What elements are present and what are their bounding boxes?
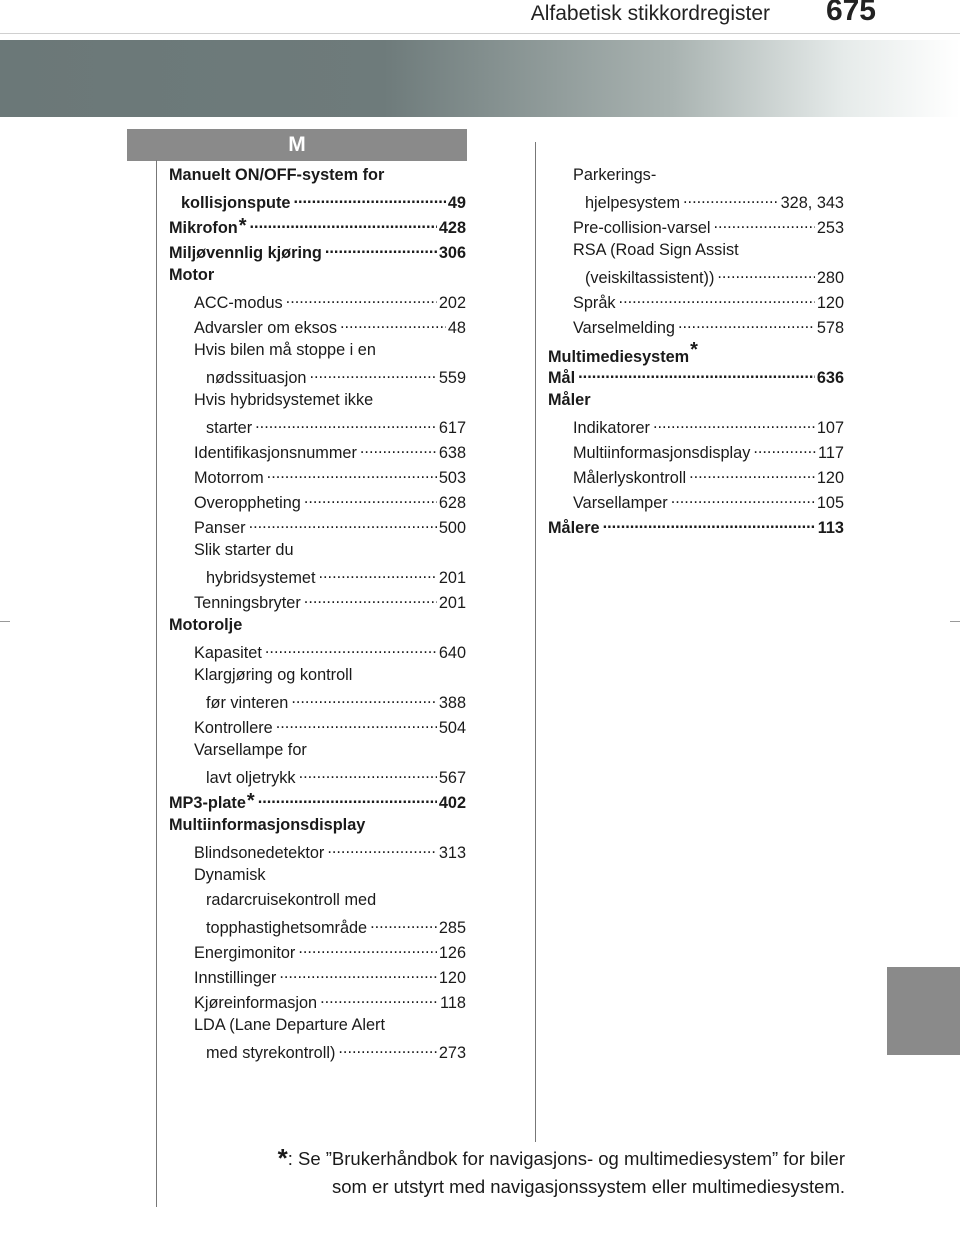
index-entry — [169, 913, 466, 938]
footnote-line-2: som er utstyrt med navigasjonssystem eller multimediesystem. — [331, 1176, 845, 1197]
index-entry — [169, 938, 466, 963]
dot-leader — [286, 289, 437, 308]
footnote-star: * — [277, 1143, 288, 1173]
index-entry-title: MP3-plate — [169, 794, 246, 812]
dot-leader — [267, 464, 437, 483]
index-entry-title: (veiskiltassistent)) — [585, 269, 715, 287]
index-column-left — [169, 163, 466, 1063]
dot-leader — [340, 314, 446, 333]
index-entry-title: Målere — [548, 519, 600, 537]
index-entry — [169, 888, 466, 913]
index-entry-title: Multiinformasjonsdisplay — [573, 444, 751, 462]
index-entry — [169, 588, 466, 613]
dot-leader — [276, 714, 437, 733]
index-entry — [169, 488, 466, 513]
index-entry-page: 285 — [438, 919, 466, 937]
index-entry-title: Kontrollere — [194, 719, 273, 737]
index-entry-title: Miljøvennlig kjøring — [169, 244, 322, 262]
index-entry — [169, 363, 466, 388]
index-entry — [548, 413, 844, 438]
index-entry-title: før vinteren — [206, 694, 289, 712]
index-entry-title: Overoppheting — [194, 494, 301, 512]
dot-leader — [683, 189, 779, 208]
index-entry-page: 107 — [816, 419, 844, 437]
dot-leader — [689, 464, 815, 483]
index-entry-page: 202 — [438, 294, 466, 312]
index-entry-page: 113 — [817, 519, 844, 537]
dot-leader — [279, 964, 436, 983]
index-entry-title: starter — [206, 419, 253, 437]
dot-leader — [325, 239, 437, 258]
index-entry-title: Klargjøring og kontroll — [194, 666, 353, 684]
page-number: 675 — [825, 0, 876, 27]
index-entry — [548, 238, 844, 263]
dot-leader — [619, 289, 815, 308]
left-column-rule — [156, 160, 157, 1207]
index-entry-page: 48 — [447, 319, 466, 337]
index-entry — [169, 263, 466, 288]
index-entry-page: 118 — [440, 994, 466, 1012]
index-entry-title: Hvis hybridsystemet ikke — [194, 391, 374, 409]
index-entry-title: Tenningsbryter — [194, 594, 301, 612]
index-entry-page: 504 — [438, 719, 466, 737]
index-entry — [169, 163, 466, 188]
index-entry-page: 559 — [438, 369, 466, 387]
index-entry — [548, 288, 844, 313]
footnote — [200, 1144, 845, 1201]
footnote-line-1: *: Se ”Brukerhåndbok for navigasjons- og multimediesystem” for biler — [277, 1143, 845, 1173]
dot-leader — [304, 489, 437, 508]
index-entry-title: kollisjonspute — [181, 194, 291, 212]
index-entry-page: 636 — [816, 369, 844, 387]
dot-leader — [319, 564, 437, 583]
index-entry-title: topphastighetsområde — [206, 919, 368, 937]
index-entry-page: 388 — [438, 694, 466, 712]
index-entry-title: Dynamisk — [194, 866, 266, 884]
index-entry-page: 105 — [816, 494, 844, 512]
dot-leader — [320, 989, 438, 1008]
index-entry — [169, 438, 466, 463]
index-entry — [169, 613, 466, 638]
footnote-marker: * — [690, 339, 698, 361]
index-entry-page: 617 — [438, 419, 466, 437]
index-entry-page: 503 — [438, 469, 466, 487]
index-entry-title: Indikatorer — [573, 419, 650, 437]
index-entry — [169, 663, 466, 688]
index-entry — [548, 513, 844, 538]
index-entry — [169, 963, 466, 988]
dot-leader — [250, 214, 437, 233]
index-entry — [169, 463, 466, 488]
section-letter-tab: M — [127, 129, 467, 161]
index-entry-title: med styrekontroll) — [206, 1044, 336, 1062]
index-entry-title: Kapasitet — [194, 644, 262, 662]
index-entry-page: 628 — [438, 494, 466, 512]
index-entry — [169, 413, 466, 438]
index-entry — [169, 288, 466, 313]
index-entry-title: Hvis bilen må stoppe i en — [194, 341, 376, 359]
footnote-marker: * — [246, 790, 255, 812]
index-entry — [169, 838, 466, 863]
dot-leader — [249, 514, 437, 533]
index-entry-title: Innstillinger — [194, 969, 277, 987]
crop-mark-right — [950, 621, 960, 622]
index-entry — [169, 238, 466, 263]
index-entry-title: Panser — [194, 519, 246, 537]
index-entry-page: 567 — [438, 769, 466, 787]
dot-leader — [293, 189, 445, 208]
index-entry-page: 313 — [438, 844, 466, 862]
index-entry-title: hjelpesystem — [585, 194, 681, 212]
index-entry-page: 120 — [816, 469, 844, 487]
index-entry-title: Slik starter du — [194, 541, 294, 559]
dot-leader — [717, 264, 814, 283]
index-entry — [548, 488, 844, 513]
index-entry-title: Kjøreinformasjon — [194, 994, 318, 1012]
index-entry-page: 120 — [438, 969, 466, 987]
header-rule — [0, 33, 960, 34]
index-entry — [548, 463, 844, 488]
index-entry-page: 253 — [816, 219, 844, 237]
index-entry — [169, 863, 466, 888]
index-entry — [169, 788, 466, 813]
dot-leader — [653, 414, 815, 433]
index-entry — [169, 213, 466, 238]
index-entry-title: Varsellamper — [573, 494, 668, 512]
index-entry-title: Målerlyskontroll — [573, 469, 687, 487]
index-entry — [548, 438, 844, 463]
index-entry-title: hybridsystemet — [206, 569, 316, 587]
index-entry — [169, 738, 466, 763]
index-entry-title: LDA (Lane Departure Alert — [194, 1016, 385, 1034]
index-entry — [548, 313, 844, 338]
index-entry-title: Pre-collision-varsel — [573, 219, 711, 237]
index-entry — [169, 763, 466, 788]
index-entry-page: 120 — [816, 294, 844, 312]
index-entry — [548, 163, 844, 188]
index-entry — [169, 1013, 466, 1038]
index-entry-title: Mål — [548, 369, 576, 387]
index-entry — [548, 338, 844, 366]
index-entry — [169, 1038, 466, 1063]
index-entry — [169, 338, 466, 363]
dot-leader — [255, 414, 437, 433]
index-entry-title: Mikrofon — [169, 219, 238, 237]
index-entry-title: lavt oljetrykk — [206, 769, 296, 787]
index-entry — [169, 313, 466, 338]
dot-leader — [603, 514, 816, 533]
index-entry-title: Multiinformasjonsdisplay — [169, 816, 366, 834]
dot-leader — [714, 214, 815, 233]
index-entry-page: 578 — [816, 319, 844, 337]
index-entry — [169, 538, 466, 563]
index-entry-page: 500 — [438, 519, 466, 537]
dot-leader — [753, 439, 816, 458]
index-entry-page: 280 — [816, 269, 844, 287]
index-entry-title: Identifikasjonsnummer — [194, 444, 357, 462]
dot-leader — [671, 489, 815, 508]
index-entry-title: Parkerings- — [573, 166, 657, 184]
index-entry — [548, 188, 844, 213]
index-entry-title: Motorolje — [169, 616, 243, 634]
index-entry — [548, 263, 844, 288]
index-entry-page: 640 — [438, 644, 466, 662]
dot-leader — [258, 789, 437, 808]
index-entry — [169, 388, 466, 413]
index-column-right — [548, 163, 844, 538]
index-entry — [169, 563, 466, 588]
dot-leader — [578, 364, 815, 383]
index-entry-page: 638 — [438, 444, 466, 462]
footnote-marker: * — [238, 215, 247, 237]
index-entry-title: Varsellampe for — [194, 741, 307, 759]
index-entry — [169, 813, 466, 838]
index-entry — [548, 213, 844, 238]
index-entry-page: 402 — [438, 794, 466, 812]
index-entry-page: 126 — [438, 944, 466, 962]
dot-leader — [678, 314, 815, 333]
dot-leader — [299, 764, 437, 783]
index-entry-page: 428 — [438, 219, 466, 237]
dot-leader — [265, 639, 437, 658]
header-banner — [0, 40, 960, 117]
running-header-title: Alfabetisk stikkordregister — [530, 2, 770, 25]
dot-leader — [338, 1039, 436, 1058]
index-entry-title: Manuelt ON/OFF-system for — [169, 166, 385, 184]
index-entry — [169, 513, 466, 538]
index-entry-page: 201 — [438, 569, 466, 587]
index-entry — [169, 638, 466, 663]
index-entry — [169, 713, 466, 738]
index-entry-title: Måler — [548, 391, 591, 409]
dot-leader — [304, 589, 437, 608]
index-entry-page: 306 — [438, 244, 466, 262]
index-entry-page: 49 — [447, 194, 466, 212]
index-entry — [169, 688, 466, 713]
index-entry-title: Motor — [169, 266, 215, 284]
index-entry — [548, 363, 844, 388]
index-entry-page: 328, 343 — [780, 194, 844, 212]
index-entry-title: Blindsonedetektor — [194, 844, 325, 862]
index-entry-title: nødssituasjon — [206, 369, 307, 387]
thumb-index-tab — [887, 967, 960, 1055]
dot-leader — [327, 839, 436, 858]
dot-leader — [298, 939, 436, 958]
index-entry-title: RSA (Road Sign Assist — [573, 241, 739, 259]
index-entry — [169, 988, 466, 1013]
index-entry-title: Multimediesystem — [548, 348, 690, 366]
index-entry — [548, 388, 844, 413]
index-entry-page: 273 — [438, 1044, 466, 1062]
middle-column-rule — [535, 142, 536, 1142]
crop-mark-left — [0, 621, 10, 622]
dot-leader — [370, 914, 437, 933]
index-entry-page: 117 — [818, 444, 844, 462]
index-entry-title: radarcruisekontroll med — [206, 891, 377, 909]
index-entry-title: Advarsler om eksos — [194, 319, 337, 337]
index-entry-page: 201 — [438, 594, 466, 612]
index-entry-title: Energimonitor — [194, 944, 296, 962]
index-entry — [169, 188, 466, 213]
index-entry-title: Varselmelding — [573, 319, 675, 337]
dot-leader — [291, 689, 436, 708]
index-entry-title: Motorrom — [194, 469, 264, 487]
dot-leader — [309, 364, 436, 383]
index-entry-title: Språk — [573, 294, 616, 312]
index-entry-title: ACC-modus — [194, 294, 283, 312]
dot-leader — [360, 439, 437, 458]
